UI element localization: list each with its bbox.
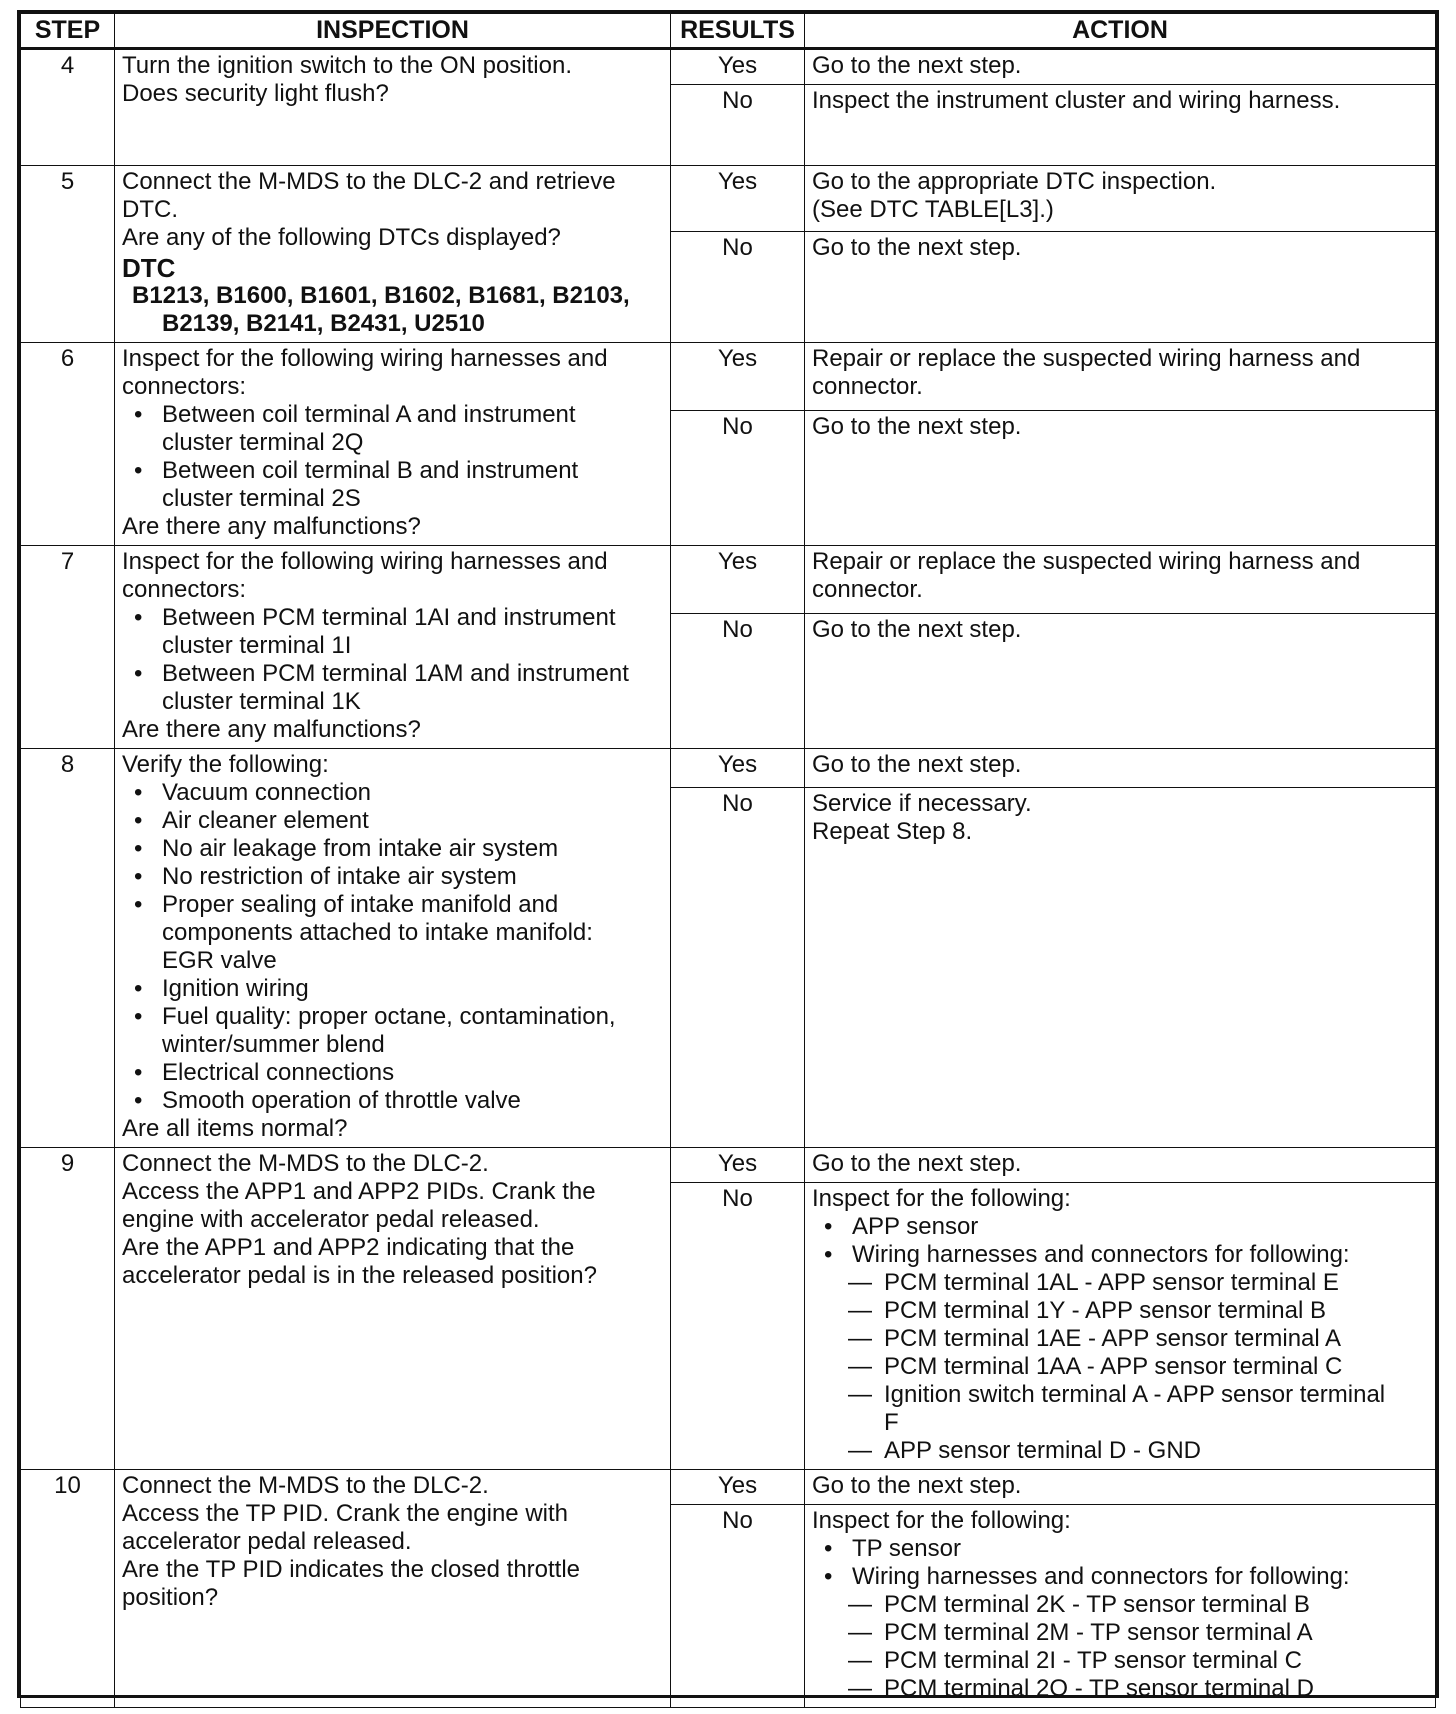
step-row-yes xyxy=(21,49,1436,85)
step-number: 8 xyxy=(21,749,115,1148)
result-yes: Yes xyxy=(671,546,805,614)
dash-item xyxy=(812,1591,1428,1619)
dash-line: — PCM terminal 1Y - APP sensor terminal B xyxy=(884,1297,1326,1324)
dash-line: — PCM terminal 2I - TP sensor terminal C xyxy=(884,1647,1302,1674)
result-yes: Yes xyxy=(671,49,805,85)
bullet-line: • Vacuum connection xyxy=(162,779,372,806)
action-yes xyxy=(805,1148,1436,1183)
inspection-cell xyxy=(115,49,671,166)
bullet-line: • Between coil terminal A and instrument xyxy=(162,401,576,428)
result-no: No xyxy=(671,232,805,343)
dash-item xyxy=(812,1647,1428,1675)
dtc-codes: B1213, B1600, B1601, B1602, B1681, B2103, xyxy=(132,282,630,309)
dash-line: — APP sensor terminal D - GND xyxy=(884,1437,1201,1464)
action-line: Repeat Step 8. xyxy=(812,817,973,845)
action-line: Go to the next step. xyxy=(812,751,1022,778)
dash-line: — PCM terminal 2K - TP sensor terminal B xyxy=(884,1591,1310,1618)
result-no: No xyxy=(671,787,805,1147)
action-line: Go to the appropriate DTC inspection. xyxy=(812,168,1217,195)
action-line: connector. xyxy=(812,576,923,603)
bullet-line: • Between coil terminal B and instrument xyxy=(162,457,579,484)
action-dash-list xyxy=(812,1269,1428,1465)
bullet-line: • Air cleaner element xyxy=(162,807,369,834)
step-number: 4 xyxy=(21,49,115,166)
step-row-yes xyxy=(21,166,1436,232)
action-line: Go to the next step. xyxy=(812,1472,1022,1499)
diagnostic-table xyxy=(20,13,1436,1708)
action-line: Repair or replace the suspected wiring harness and xyxy=(812,548,1361,575)
bullet-line: • Electrical connections xyxy=(162,1059,395,1086)
step-row-yes xyxy=(21,1470,1436,1505)
action-intro: Inspect for the following: xyxy=(812,1507,1071,1534)
inspection-cell xyxy=(115,343,671,546)
bullet-item xyxy=(122,1059,663,1087)
dash-item xyxy=(812,1269,1428,1297)
action-yes xyxy=(805,343,1436,411)
dtc-codes: B2139, B2141, B2431, U2510 xyxy=(162,310,485,337)
bullet-line: components attached to intake manifold: xyxy=(162,919,593,946)
bullet-line: • No restriction of intake air system xyxy=(162,863,517,890)
bullet-line: • Fuel quality: proper octane, contamination, xyxy=(162,1003,616,1030)
inspection-line: Does security light flush? xyxy=(122,80,389,107)
inspection-line: connectors: xyxy=(122,576,247,603)
result-yes: Yes xyxy=(671,343,805,411)
bullet-item xyxy=(122,1003,663,1059)
dash-line: — PCM terminal 2O - TP sensor terminal D xyxy=(884,1675,1314,1702)
bullet-line: • Between PCM terminal 1AI and instrument xyxy=(162,604,616,631)
inspection-line: Connect the M-MDS to the DLC-2. xyxy=(122,1472,489,1499)
result-yes: Yes xyxy=(671,166,805,232)
bullet-line: winter/summer blend xyxy=(162,1031,385,1058)
step-number: 6 xyxy=(21,343,115,546)
result-yes: Yes xyxy=(671,1148,805,1183)
action-line: Go to the next step. xyxy=(812,413,1022,441)
action-bullets xyxy=(812,1213,1428,1269)
inspection-bullets xyxy=(122,401,663,513)
step-row-yes xyxy=(21,1148,1436,1183)
action-no xyxy=(805,614,1436,749)
header-action: ACTION xyxy=(805,14,1436,49)
inspection-line: connectors: xyxy=(122,373,247,400)
action-no xyxy=(805,787,1436,1147)
action-yes xyxy=(805,749,1436,788)
step-row-yes xyxy=(21,343,1436,411)
action-no xyxy=(805,1505,1436,1708)
dash-item xyxy=(812,1353,1428,1381)
action-bullet-item: • APP sensor xyxy=(812,1213,1428,1241)
inspection-question: Are there any malfunctions? xyxy=(122,513,421,540)
bullet-item xyxy=(122,1087,663,1115)
step-number: 10 xyxy=(21,1470,115,1708)
step-row-yes xyxy=(21,749,1436,788)
result-no: No xyxy=(671,1505,805,1708)
inspection-cell xyxy=(115,1148,671,1470)
dtc-heading: DTC xyxy=(122,253,176,283)
inspection-line: Are the TP PID indicates the closed throttle xyxy=(122,1556,581,1583)
inspection-cell xyxy=(115,1470,671,1708)
action-no xyxy=(805,232,1436,343)
action-no xyxy=(805,411,1436,546)
inspection-line: Inspect for the following wiring harnesses and xyxy=(122,345,608,372)
bullet-line: EGR valve xyxy=(162,947,277,974)
dash-line: — PCM terminal 1AA - APP sensor terminal C xyxy=(884,1353,1343,1380)
dash-item xyxy=(812,1675,1428,1703)
dash-item xyxy=(812,1437,1428,1465)
inspection-cell xyxy=(115,749,671,1148)
action-intro: Inspect for the following: xyxy=(812,1185,1071,1212)
bullet-line: cluster terminal 2S xyxy=(162,485,361,512)
result-no: No xyxy=(671,411,805,546)
step-row-yes xyxy=(21,546,1436,614)
action-line: connector. xyxy=(812,373,923,400)
bullet-line: cluster terminal 2Q xyxy=(162,429,364,456)
action-no xyxy=(805,85,1436,166)
inspection-line: DTC. xyxy=(122,196,178,223)
bullet-item xyxy=(122,835,663,863)
result-no: No xyxy=(671,85,805,166)
header-step: STEP xyxy=(21,14,115,49)
bullet-item xyxy=(122,401,663,457)
dash-line: — PCM terminal 1AL - APP sensor terminal E xyxy=(884,1269,1339,1296)
inspection-line: Verify the following: xyxy=(122,751,329,778)
dash-item xyxy=(812,1297,1428,1325)
bullet-item xyxy=(122,975,663,1003)
inspection-line: Access the TP PID. Crank the engine with xyxy=(122,1500,569,1527)
action-yes xyxy=(805,49,1436,85)
inspection-line: Are any of the following DTCs displayed? xyxy=(122,224,561,251)
dash-line: — PCM terminal 1AE - APP sensor terminal A xyxy=(884,1325,1342,1352)
dash-line: — PCM terminal 2M - TP sensor terminal A xyxy=(884,1619,1313,1646)
action-dash-list xyxy=(812,1591,1428,1703)
action-line: Go to the next step. xyxy=(812,52,1022,79)
inspection-bullets xyxy=(122,604,663,716)
action-line: Go to the next step. xyxy=(812,1150,1022,1177)
action-line: Service if necessary. xyxy=(812,789,1032,817)
bullet-line: • Proper sealing of intake manifold and xyxy=(162,891,559,918)
bullet-item xyxy=(122,779,663,807)
action-bullet-item: • Wiring harnesses and connectors for following: xyxy=(812,1563,1428,1591)
result-no: No xyxy=(671,1183,805,1470)
inspection-line: accelerator pedal is in the released position? xyxy=(122,1262,597,1289)
inspection-line: Turn the ignition switch to the ON position. xyxy=(122,52,572,79)
bullet-item xyxy=(122,891,663,975)
bullet-line: cluster terminal 1I xyxy=(162,632,352,659)
action-line: Repair or replace the suspected wiring harness and xyxy=(812,345,1361,372)
bullet-item xyxy=(122,863,663,891)
inspection-question: Are there any malfunctions? xyxy=(122,716,421,743)
bullet-line: • Between PCM terminal 1AM and instrument xyxy=(162,660,629,687)
inspection-question: Are all items normal? xyxy=(122,1115,348,1142)
dash-line: F xyxy=(884,1409,899,1436)
dash-item xyxy=(812,1381,1428,1437)
inspection-line: Connect the M-MDS to the DLC-2 and retrieve xyxy=(122,168,616,195)
bullet-line: • Smooth operation of throttle valve xyxy=(162,1087,521,1114)
diagnostic-table-page xyxy=(17,10,1439,1702)
inspection-line: Access the APP1 and APP2 PIDs. Crank the xyxy=(122,1178,596,1205)
result-no: No xyxy=(671,614,805,749)
action-line: Go to the next step. xyxy=(812,616,1022,644)
bullet-line: • Ignition wiring xyxy=(162,975,309,1002)
action-bullet-item: • TP sensor xyxy=(812,1535,1428,1563)
inspection-line: Are the APP1 and APP2 indicating that the xyxy=(122,1234,575,1261)
inspection-bullets xyxy=(122,779,663,1115)
dash-line: — Ignition switch terminal A - APP sensor terminal xyxy=(884,1381,1386,1408)
action-yes xyxy=(805,1470,1436,1505)
inspection-line: engine with accelerator pedal released. xyxy=(122,1206,540,1233)
inspection-line: Connect the M-MDS to the DLC-2. xyxy=(122,1150,489,1177)
inspection-line: accelerator pedal released. xyxy=(122,1528,412,1555)
bullet-item xyxy=(122,604,663,660)
inspection-cell xyxy=(115,546,671,749)
action-bullets xyxy=(812,1535,1428,1591)
header-inspection: INSPECTION xyxy=(115,14,671,49)
step-number: 5 xyxy=(21,166,115,343)
action-yes xyxy=(805,166,1436,232)
header-row xyxy=(21,14,1436,49)
bullet-item xyxy=(122,660,663,716)
result-yes: Yes xyxy=(671,1470,805,1505)
bullet-item xyxy=(122,807,663,835)
step-number: 7 xyxy=(21,546,115,749)
action-no xyxy=(805,1183,1436,1470)
action-line: (See DTC TABLE[L3].) xyxy=(812,196,1054,223)
action-bullet-item: • Wiring harnesses and connectors for following: xyxy=(812,1241,1428,1269)
inspection-cell xyxy=(115,166,671,343)
step-number: 9 xyxy=(21,1148,115,1470)
bullet-line: cluster terminal 1K xyxy=(162,688,361,715)
inspection-line: position? xyxy=(122,1584,219,1611)
bullet-item xyxy=(122,457,663,513)
inspection-line: Inspect for the following wiring harnesses and xyxy=(122,548,608,575)
dash-item xyxy=(812,1619,1428,1647)
header-results: RESULTS xyxy=(671,14,805,49)
bullet-line: • No air leakage from intake air system xyxy=(162,835,559,862)
action-line: Inspect the instrument cluster and wiring harness. xyxy=(812,87,1341,114)
result-yes: Yes xyxy=(671,749,805,788)
dash-item xyxy=(812,1325,1428,1353)
action-yes xyxy=(805,546,1436,614)
action-line: Go to the next step. xyxy=(812,234,1022,262)
